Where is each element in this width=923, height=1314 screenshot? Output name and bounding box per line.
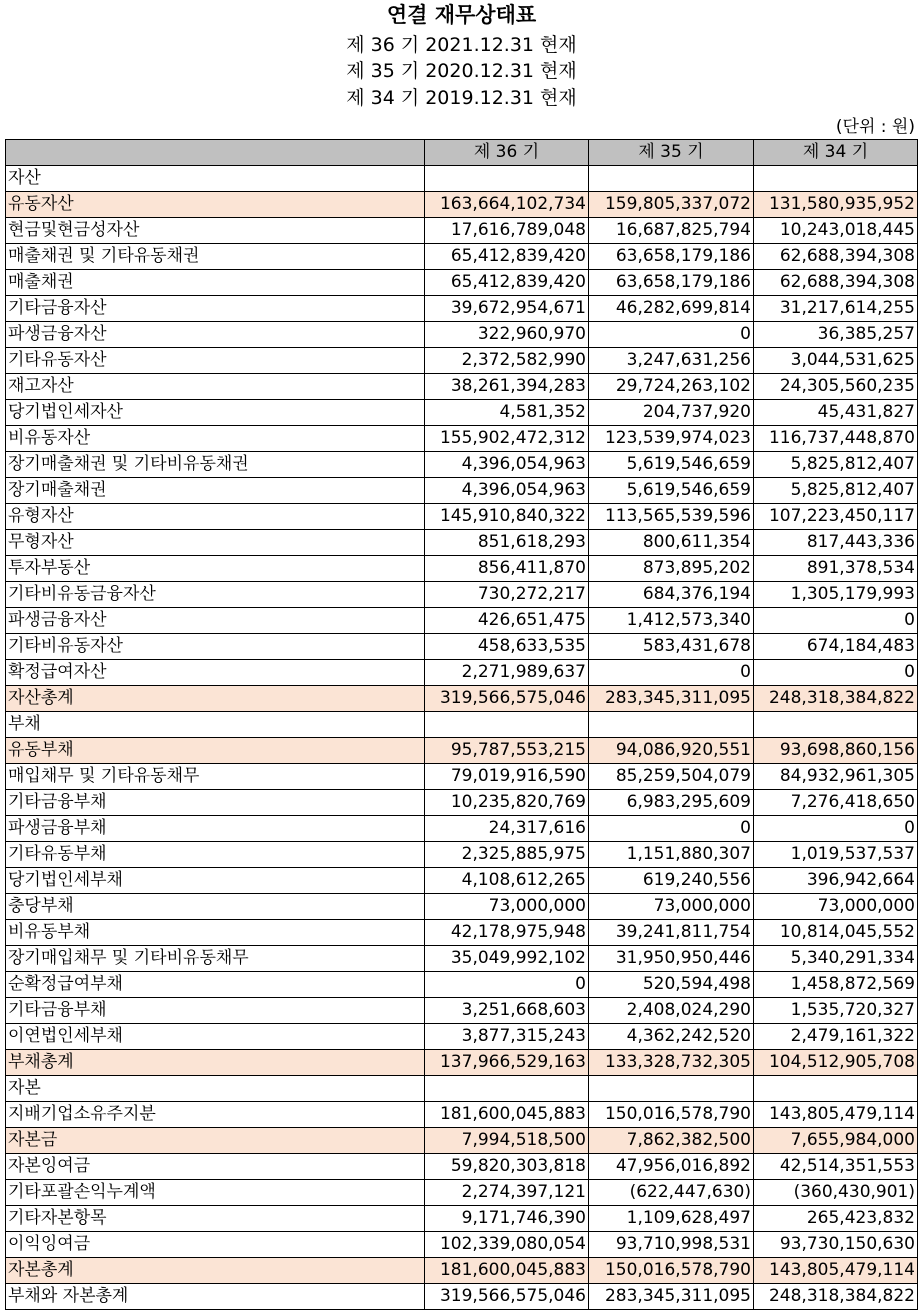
value-period-34: 116,737,448,870 xyxy=(754,426,918,452)
table-row xyxy=(6,530,918,556)
value-period-36: 145,910,840,322 xyxy=(425,504,589,530)
period-line-34: 제 34 기 2019.12.31 현재 xyxy=(346,87,577,109)
value-period-34: 0 xyxy=(754,660,918,686)
value-period-36: 730,272,217 xyxy=(425,582,589,608)
statement-title: 연결 재무상태표 xyxy=(386,3,537,27)
value-period-35: 123,539,974,023 xyxy=(589,426,754,452)
row-label: 매출채권 xyxy=(6,270,425,296)
value-period-35: 150,016,578,790 xyxy=(589,1102,754,1128)
row-label: 기타비유동금융자산 xyxy=(6,582,425,608)
row-label: 자본 xyxy=(6,1076,425,1102)
table-row xyxy=(6,478,918,504)
table-row xyxy=(6,218,918,244)
table-row xyxy=(6,426,918,452)
value-period-34: 10,814,045,552 xyxy=(754,920,918,946)
value-period-34: 62,688,394,308 xyxy=(754,244,918,270)
value-period-35: 46,282,699,814 xyxy=(589,296,754,322)
row-label: 부채와 자본총계 xyxy=(6,1284,425,1310)
value-period-34: 107,223,450,117 xyxy=(754,504,918,530)
value-period-35: 7,862,382,500 xyxy=(589,1128,754,1154)
table-row xyxy=(6,556,918,582)
value-period-36: 65,412,839,420 xyxy=(425,270,589,296)
value-period-34: 45,431,827 xyxy=(754,400,918,426)
value-period-36: 2,325,885,975 xyxy=(425,842,589,868)
value-period-36: 4,581,352 xyxy=(425,400,589,426)
table-row xyxy=(6,1076,918,1102)
value-period-34: 1,458,872,569 xyxy=(754,972,918,998)
value-period-35: 16,687,825,794 xyxy=(589,218,754,244)
value-period-34: (360,430,901) xyxy=(754,1180,918,1206)
row-label: 유동부채 xyxy=(6,738,425,764)
value-period-35: 684,376,194 xyxy=(589,582,754,608)
value-period-35: 133,328,732,305 xyxy=(589,1050,754,1076)
table-row xyxy=(6,972,918,998)
value-period-36: 35,049,992,102 xyxy=(425,946,589,972)
row-label: 부채총계 xyxy=(6,1050,425,1076)
value-period-34: 131,580,935,952 xyxy=(754,192,918,218)
row-label: 부채 xyxy=(6,712,425,738)
value-period-36: 856,411,870 xyxy=(425,556,589,582)
value-period-36: 4,108,612,265 xyxy=(425,868,589,894)
value-period-34: 143,805,479,114 xyxy=(754,1258,918,1284)
value-period-36 xyxy=(425,166,589,192)
value-period-36: 79,019,916,590 xyxy=(425,764,589,790)
row-label: 재고자산 xyxy=(6,374,425,400)
value-period-34: 10,243,018,445 xyxy=(754,218,918,244)
value-period-35: 85,259,504,079 xyxy=(589,764,754,790)
row-label: 장기매출채권 및 기타비유동채권 xyxy=(6,452,425,478)
table-row xyxy=(6,400,918,426)
table-row xyxy=(6,920,918,946)
table-row xyxy=(6,270,918,296)
table-row xyxy=(6,322,918,348)
value-period-34: 817,443,336 xyxy=(754,530,918,556)
value-period-35: 873,895,202 xyxy=(589,556,754,582)
row-label: 확정급여자산 xyxy=(6,660,425,686)
row-label: 자본금 xyxy=(6,1128,425,1154)
table-row xyxy=(6,1154,918,1180)
table-header-row xyxy=(6,140,918,166)
value-period-35: 5,619,546,659 xyxy=(589,478,754,504)
value-period-34: 7,276,418,650 xyxy=(754,790,918,816)
value-period-35: 3,247,631,256 xyxy=(589,348,754,374)
row-label: 유형자산 xyxy=(6,504,425,530)
value-period-36 xyxy=(425,712,589,738)
value-period-35: 520,594,498 xyxy=(589,972,754,998)
table-row xyxy=(6,166,918,192)
value-period-36: 322,960,970 xyxy=(425,322,589,348)
row-label: 기타비유동자산 xyxy=(6,634,425,660)
value-period-34 xyxy=(754,1076,918,1102)
value-period-35: 39,241,811,754 xyxy=(589,920,754,946)
row-label: 기타금융부채 xyxy=(6,790,425,816)
value-period-36: 163,664,102,734 xyxy=(425,192,589,218)
header-period-34: 제 34 기 xyxy=(754,140,918,166)
value-period-34: 1,019,537,537 xyxy=(754,842,918,868)
value-period-35: 93,710,998,531 xyxy=(589,1232,754,1258)
header-period-36: 제 36 기 xyxy=(425,140,589,166)
value-period-36: 102,339,080,054 xyxy=(425,1232,589,1258)
value-period-35 xyxy=(589,712,754,738)
row-label: 파생금융자산 xyxy=(6,608,425,634)
value-period-35: 283,345,311,095 xyxy=(589,1284,754,1310)
value-period-34: 42,514,351,553 xyxy=(754,1154,918,1180)
value-period-35: 204,737,920 xyxy=(589,400,754,426)
table-row xyxy=(6,608,918,634)
value-period-35: 159,805,337,072 xyxy=(589,192,754,218)
value-period-34: 93,698,860,156 xyxy=(754,738,918,764)
value-period-36: 7,994,518,500 xyxy=(425,1128,589,1154)
row-label: 파생금융부채 xyxy=(6,816,425,842)
row-label: 충당부채 xyxy=(6,894,425,920)
table-row xyxy=(6,816,918,842)
value-period-35: 150,016,578,790 xyxy=(589,1258,754,1284)
value-period-35: 73,000,000 xyxy=(589,894,754,920)
value-period-36: 4,396,054,963 xyxy=(425,478,589,504)
value-period-34: 674,184,483 xyxy=(754,634,918,660)
value-period-36: 24,317,616 xyxy=(425,816,589,842)
table-row xyxy=(6,1128,918,1154)
value-period-35: 0 xyxy=(589,816,754,842)
value-period-34: 62,688,394,308 xyxy=(754,270,918,296)
row-label: 무형자산 xyxy=(6,530,425,556)
table-row xyxy=(6,1258,918,1284)
row-label: 지배기업소유주지분 xyxy=(6,1102,425,1128)
value-period-34: 248,318,384,822 xyxy=(754,686,918,712)
row-label: 기타자본항목 xyxy=(6,1206,425,1232)
table-row xyxy=(6,1024,918,1050)
value-period-34: 265,423,832 xyxy=(754,1206,918,1232)
table-row xyxy=(6,1102,918,1128)
value-period-35: 94,086,920,551 xyxy=(589,738,754,764)
value-period-36: 73,000,000 xyxy=(425,894,589,920)
row-label: 자본총계 xyxy=(6,1258,425,1284)
value-period-36: 181,600,045,883 xyxy=(425,1258,589,1284)
value-period-36: 2,271,989,637 xyxy=(425,660,589,686)
value-period-36: 3,877,315,243 xyxy=(425,1024,589,1050)
value-period-35: 47,956,016,892 xyxy=(589,1154,754,1180)
value-period-34: 36,385,257 xyxy=(754,322,918,348)
table-row xyxy=(6,348,918,374)
value-period-35: 1,151,880,307 xyxy=(589,842,754,868)
value-period-34: 143,805,479,114 xyxy=(754,1102,918,1128)
value-period-36: 2,274,397,121 xyxy=(425,1180,589,1206)
table-row xyxy=(6,1050,918,1076)
value-period-34: 84,932,961,305 xyxy=(754,764,918,790)
balance-sheet-table xyxy=(5,139,918,1310)
value-period-36: 2,372,582,990 xyxy=(425,348,589,374)
table-row xyxy=(6,868,918,894)
value-period-34: 0 xyxy=(754,816,918,842)
row-label: 장기매출채권 xyxy=(6,478,425,504)
row-label: 기타금융자산 xyxy=(6,296,425,322)
row-label: 장기매입채무 및 기타비유동채무 xyxy=(6,946,425,972)
table-row xyxy=(6,894,918,920)
row-label: 비유동자산 xyxy=(6,426,425,452)
value-period-36: 10,235,820,769 xyxy=(425,790,589,816)
value-period-34 xyxy=(754,712,918,738)
value-period-34: 93,730,150,630 xyxy=(754,1232,918,1258)
value-period-35: 31,950,950,446 xyxy=(589,946,754,972)
value-period-34: 0 xyxy=(754,608,918,634)
value-period-36: 42,178,975,948 xyxy=(425,920,589,946)
row-label: 기타포괄손익누계액 xyxy=(6,1180,425,1206)
table-row xyxy=(6,686,918,712)
table-row xyxy=(6,634,918,660)
value-period-35 xyxy=(589,1076,754,1102)
value-period-36: 17,616,789,048 xyxy=(425,218,589,244)
value-period-35: 1,109,628,497 xyxy=(589,1206,754,1232)
row-label: 이연법인세부채 xyxy=(6,1024,425,1050)
row-label: 매입채무 및 기타유동채무 xyxy=(6,764,425,790)
value-period-36: 65,412,839,420 xyxy=(425,244,589,270)
row-label: 기타유동부채 xyxy=(6,842,425,868)
table-row xyxy=(6,1180,918,1206)
value-period-34: 5,825,812,407 xyxy=(754,452,918,478)
period-line-36: 제 36 기 2021.12.31 현재 xyxy=(346,34,577,56)
value-period-34: 73,000,000 xyxy=(754,894,918,920)
value-period-35: 0 xyxy=(589,660,754,686)
row-label: 현금및현금성자산 xyxy=(6,218,425,244)
value-period-36: 137,966,529,163 xyxy=(425,1050,589,1076)
table-row xyxy=(6,790,918,816)
table-row xyxy=(6,504,918,530)
table-row xyxy=(6,374,918,400)
header-item-column xyxy=(6,140,425,166)
value-period-36: 4,396,054,963 xyxy=(425,452,589,478)
row-label: 유동자산 xyxy=(6,192,425,218)
value-period-36: 458,633,535 xyxy=(425,634,589,660)
value-period-34: 1,535,720,327 xyxy=(754,998,918,1024)
value-period-34: 31,217,614,255 xyxy=(754,296,918,322)
value-period-35: 113,565,539,596 xyxy=(589,504,754,530)
value-period-36: 9,171,746,390 xyxy=(425,1206,589,1232)
row-label: 이익잉여금 xyxy=(6,1232,425,1258)
value-period-34: 5,340,291,334 xyxy=(754,946,918,972)
value-period-35: 29,724,263,102 xyxy=(589,374,754,400)
row-label: 자본잉여금 xyxy=(6,1154,425,1180)
value-period-36: 181,600,045,883 xyxy=(425,1102,589,1128)
value-period-36: 319,566,575,046 xyxy=(425,1284,589,1310)
value-period-36: 59,820,303,818 xyxy=(425,1154,589,1180)
period-line-35: 제 35 기 2020.12.31 현재 xyxy=(346,60,577,82)
value-period-34: 7,655,984,000 xyxy=(754,1128,918,1154)
table-row xyxy=(6,998,918,1024)
header-period-35: 제 35 기 xyxy=(589,140,754,166)
row-label: 당기법인세자산 xyxy=(6,400,425,426)
value-period-36: 426,651,475 xyxy=(425,608,589,634)
value-period-34: 2,479,161,322 xyxy=(754,1024,918,1050)
value-period-35: 63,658,179,186 xyxy=(589,244,754,270)
row-label: 기타금융부채 xyxy=(6,998,425,1024)
value-period-34: 891,378,534 xyxy=(754,556,918,582)
value-period-34: 248,318,384,822 xyxy=(754,1284,918,1310)
table-row xyxy=(6,192,918,218)
value-period-35: 800,611,354 xyxy=(589,530,754,556)
value-period-36: 95,787,553,215 xyxy=(425,738,589,764)
value-period-36: 3,251,668,603 xyxy=(425,998,589,1024)
table-row xyxy=(6,244,918,270)
value-period-34: 5,825,812,407 xyxy=(754,478,918,504)
row-label: 자산 xyxy=(6,166,425,192)
row-label: 기타유동자산 xyxy=(6,348,425,374)
value-period-36: 38,261,394,283 xyxy=(425,374,589,400)
row-label: 당기법인세부채 xyxy=(6,868,425,894)
value-period-34: 3,044,531,625 xyxy=(754,348,918,374)
table-row xyxy=(6,452,918,478)
value-period-35: 0 xyxy=(589,322,754,348)
value-period-35: 6,983,295,609 xyxy=(589,790,754,816)
value-period-34: 104,512,905,708 xyxy=(754,1050,918,1076)
value-period-36: 155,902,472,312 xyxy=(425,426,589,452)
value-period-36: 0 xyxy=(425,972,589,998)
value-period-35: 1,412,573,340 xyxy=(589,608,754,634)
table-row xyxy=(6,1232,918,1258)
value-period-35: (622,447,630) xyxy=(589,1180,754,1206)
value-period-35 xyxy=(589,166,754,192)
table-row xyxy=(6,738,918,764)
value-period-35: 63,658,179,186 xyxy=(589,270,754,296)
table-row xyxy=(6,764,918,790)
row-label: 자산총계 xyxy=(6,686,425,712)
row-label: 비유동부채 xyxy=(6,920,425,946)
value-period-35: 5,619,546,659 xyxy=(589,452,754,478)
value-period-35: 2,408,024,290 xyxy=(589,998,754,1024)
value-period-34: 1,305,179,993 xyxy=(754,582,918,608)
value-period-35: 619,240,556 xyxy=(589,868,754,894)
table-row xyxy=(6,660,918,686)
value-period-35: 283,345,311,095 xyxy=(589,686,754,712)
row-label: 순확정급여부채 xyxy=(6,972,425,998)
unit-label: (단위 : 원) xyxy=(835,117,915,137)
value-period-36: 319,566,575,046 xyxy=(425,686,589,712)
value-period-36 xyxy=(425,1076,589,1102)
row-label: 투자부동산 xyxy=(6,556,425,582)
value-period-36: 39,672,954,671 xyxy=(425,296,589,322)
value-period-35: 4,362,242,520 xyxy=(589,1024,754,1050)
value-period-35: 583,431,678 xyxy=(589,634,754,660)
table-row xyxy=(6,842,918,868)
value-period-34 xyxy=(754,166,918,192)
table-row xyxy=(6,1284,918,1310)
table-row xyxy=(6,1206,918,1232)
value-period-34: 24,305,560,235 xyxy=(754,374,918,400)
value-period-36: 851,618,293 xyxy=(425,530,589,556)
value-period-34: 396,942,664 xyxy=(754,868,918,894)
table-row xyxy=(6,712,918,738)
table-row xyxy=(6,946,918,972)
row-label: 매출채권 및 기타유동채권 xyxy=(6,244,425,270)
table-row xyxy=(6,296,918,322)
row-label: 파생금융자산 xyxy=(6,322,425,348)
table-row xyxy=(6,582,918,608)
